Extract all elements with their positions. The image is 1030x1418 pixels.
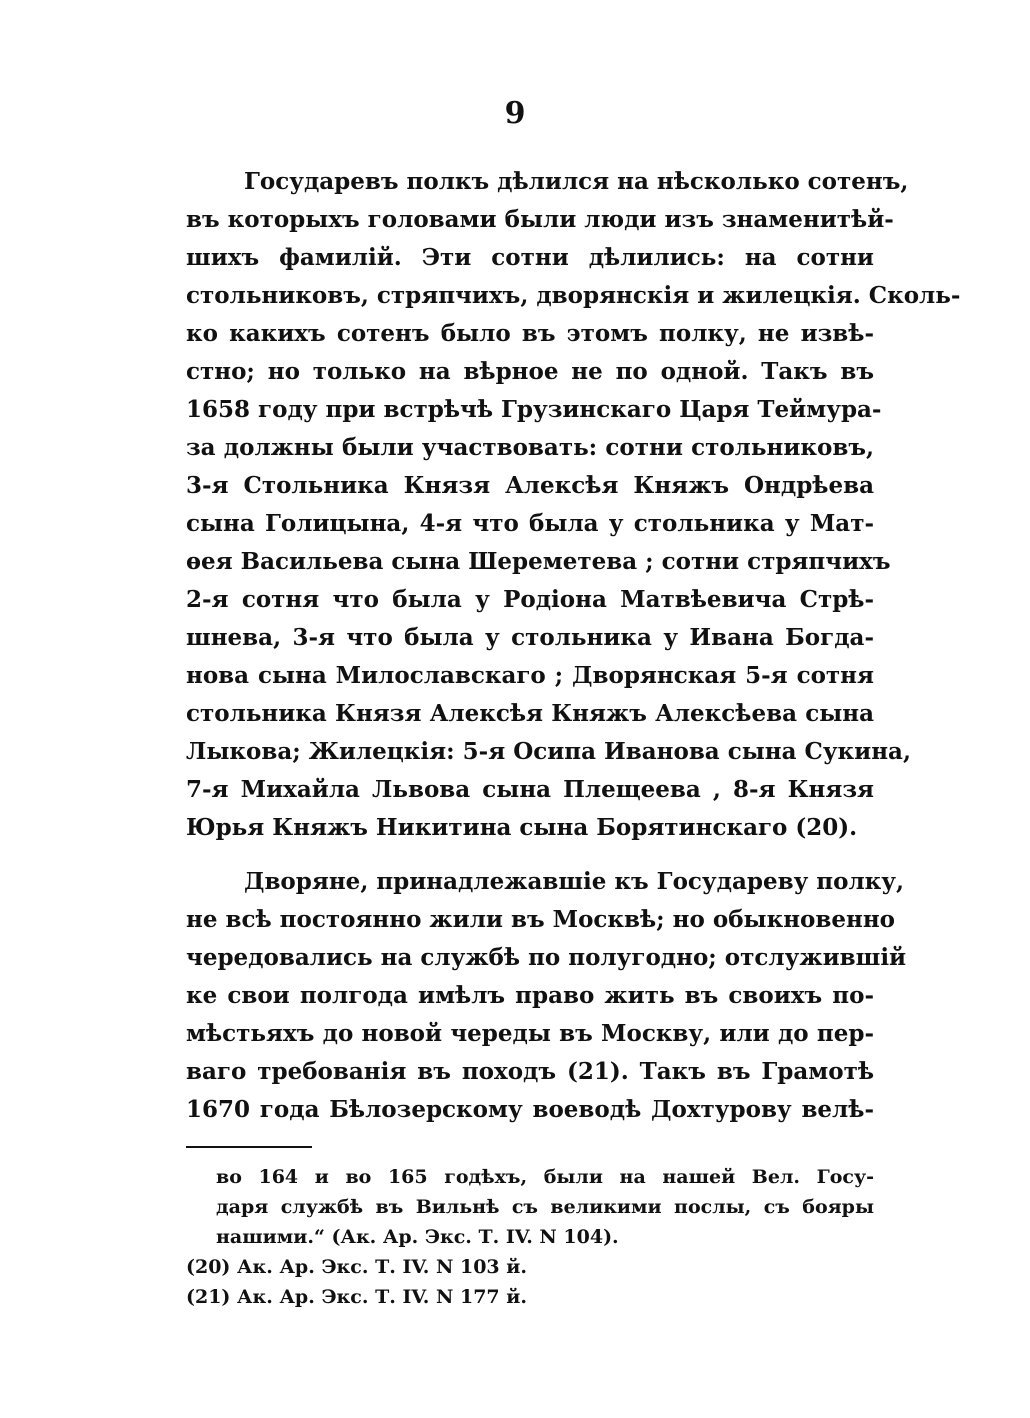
text-line: ко какихъ сотенъ было въ этомъ полку, не извѣ- [186, 320, 874, 347]
text-line: Государевъ полкъ дѣлился на нѣсколько сотенъ, [244, 168, 909, 195]
footnote-line: во 164 и во 165 годѣхъ, были на нашей Вел. Госу- [216, 1166, 874, 1188]
text-line: ѳея Васильева сына Шереметева ; сотни стряпчихъ [186, 548, 891, 575]
text-line: Лыкова; Жилецкія: 5-я Осипа Иванова сына Сукина, [186, 738, 911, 765]
text-line: сына Голицына, 4-я что была у стольника у Мат- [186, 510, 874, 537]
text-line: шнева, 3-я что была у стольника у Ивана Богда- [186, 624, 874, 651]
paragraph-1 [186, 163, 961, 847]
text-line: 2-я сотня что была у Родіона Матвѣевича Стрѣ- [186, 586, 874, 613]
text-line: стольниковъ, стряпчихъ, дворянскія и жилецкія. Сколь- [186, 282, 961, 309]
page-number: 9 [504, 96, 526, 131]
text-line: за должны были участвовать: сотни стольниковъ, [186, 434, 874, 461]
text-line: 1658 году при встрѣчѣ Грузинскаго Царя Теймура- [186, 396, 882, 423]
text-line: нова сына Милославскаго ; Дворянская 5-я сотня [186, 662, 874, 689]
text-line: мѣстьяхъ до новой череды въ Москву, или до пер- [186, 1020, 874, 1047]
text-line: Юрья Княжъ Никитина сына Борятинскаго (20). [186, 814, 858, 841]
text-line: стно; но только на вѣрное не по одной. Такъ въ [186, 358, 874, 385]
text-line: въ которыхъ головами были люди изъ знаменитѣй- [186, 206, 894, 233]
footnote-line: даря службѣ въ Вильнѣ съ великими послы, съ бояры [216, 1196, 874, 1218]
paragraph-2 [186, 863, 907, 1129]
text-line: чередовались на службѣ по полугодно; отслужившій [186, 944, 907, 971]
text-line: стольника Князя Алексѣя Княжъ Алексѣева сына [186, 700, 874, 727]
text-line: шихъ фамилій. Эти сотни дѣлились: на сотни [186, 244, 874, 271]
text-line: 1670 года Бѣлозерскому воеводѣ Дохтурову велѣ- [186, 1096, 874, 1123]
text-line: ке свои полгода имѣлъ право жить въ своихъ по- [186, 982, 874, 1009]
text-line: не всѣ постоянно жили въ Москвѣ; но обыкновенно [186, 906, 896, 933]
footnotes [186, 1162, 874, 1312]
footnote-20: (20) Ак. Ар. Экс. Т. IV. N 103 й. [186, 1256, 527, 1278]
footnote-divider [186, 1146, 312, 1148]
footnote-21: (21) Ак. Ар. Экс. Т. IV. N 177 й. [186, 1286, 527, 1308]
text-line: 7-я Михайла Львова сына Плещеева , 8-я Князя [186, 776, 874, 803]
footnote-line: нашими.“ (Ак. Ар. Экс. Т. IV. N 104). [216, 1226, 619, 1248]
text-line: Дворяне, принадлежавшіе къ Государеву полку, [244, 868, 905, 895]
text-line: ваго требованія въ походъ (21). Такъ въ Грамотѣ [186, 1058, 874, 1085]
text-line: 3-я Стольника Князя Алексѣя Княжъ Ондрѣева [186, 472, 874, 499]
